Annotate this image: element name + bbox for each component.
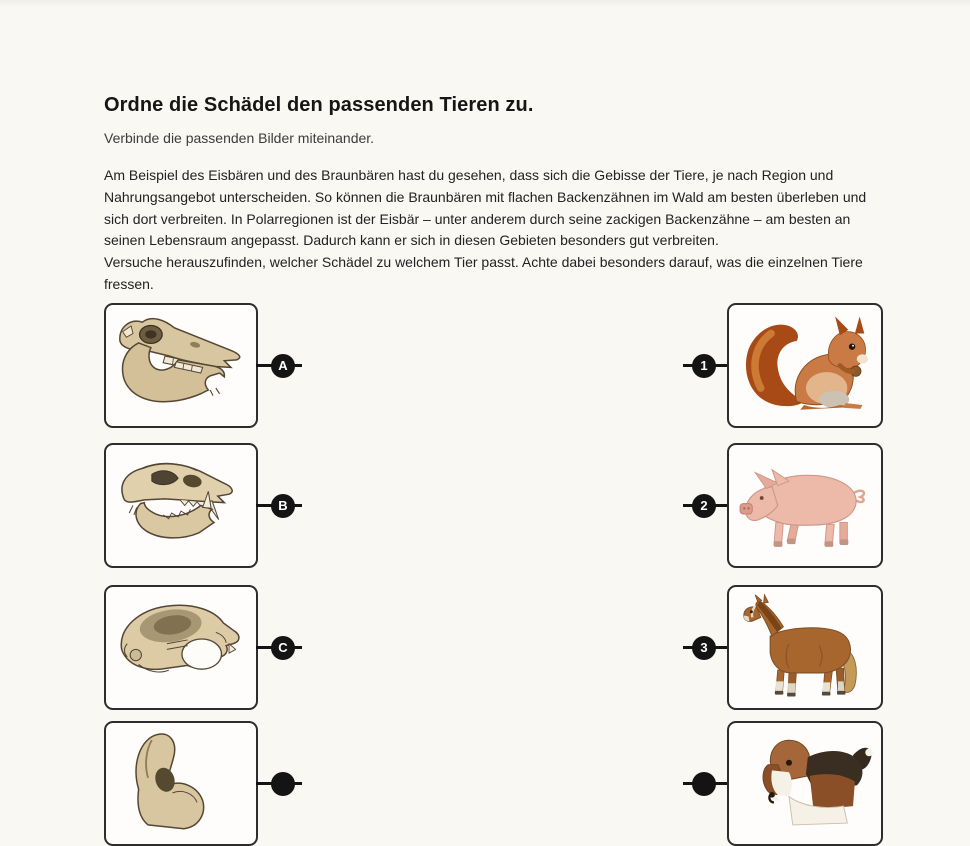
connector-skull-c[interactable]: [256, 585, 302, 710]
page-top-shade: [0, 0, 970, 7]
pig-image: [733, 449, 877, 562]
intro-paragraph: Am Beispiel des Eisbären und des Braunbären hast du gesehen, dass sich die Gebisse der Tiere, je nach Region und Nahrungsangebot unterscheiden. So können die Braunbären mit flachen Backenzähnen im Wald am besten überleben und sich dort verbreiten. In Polarregionen ist der Eisbär – unter anderem durch seine zackigen Backenzähne – am besten an seinen Lebensraum angepasst. Dadurch kann er sich in diesen Gebieten besonders gut verbreiten.: [104, 167, 867, 249]
connector-label-a[interactable]: A: [271, 354, 295, 378]
connector-skull-a[interactable]: [256, 303, 302, 428]
task-paragraph: Versuche herauszufinden, welcher Schädel zu welchem Tier passt. Achte dabei besonders darauf, was die einzelnen Tiere fressen.: [104, 254, 863, 292]
horse-skull-image: [110, 309, 252, 422]
connector-label-c[interactable]: C: [271, 636, 295, 660]
connector-label-b[interactable]: B: [271, 494, 295, 518]
connector-label-4[interactable]: [692, 772, 716, 796]
connector-label-2[interactable]: 2: [692, 494, 716, 518]
match-row-3: [0, 585, 970, 710]
connector-label-d[interactable]: [271, 772, 295, 796]
animal-card-1[interactable]: [727, 303, 883, 428]
connector-animal-2[interactable]: [683, 443, 729, 568]
connector-skull-b[interactable]: [256, 443, 302, 568]
squirrel-image: [733, 309, 877, 422]
dog-image: [733, 727, 877, 840]
carnivore-skull-image: [110, 449, 252, 562]
connector-animal-4[interactable]: [683, 721, 729, 846]
skull-partial-image: [110, 727, 252, 840]
horse-image: [733, 591, 877, 704]
skull-card-d[interactable]: [104, 721, 258, 846]
page-title: Ordne die Schädel den passenden Tieren zu.: [104, 94, 534, 116]
connector-label-3[interactable]: 3: [692, 636, 716, 660]
connector-animal-1[interactable]: [683, 303, 729, 428]
connector-label-1[interactable]: 1: [692, 354, 716, 378]
skull-card-c[interactable]: [104, 585, 258, 710]
page-subtitle: Verbinde die passenden Bilder miteinander.: [104, 130, 375, 146]
animal-card-2[interactable]: [727, 443, 883, 568]
match-row-2: [0, 443, 970, 568]
intro-text: [104, 165, 868, 296]
rodent-skull-image: [110, 591, 252, 704]
match-row-1: [0, 303, 970, 428]
skull-card-a[interactable]: [104, 303, 258, 428]
match-row-4: [0, 721, 970, 846]
skull-card-b[interactable]: [104, 443, 258, 568]
connector-skull-d[interactable]: [256, 721, 302, 846]
animal-card-4[interactable]: [727, 721, 883, 846]
connector-animal-3[interactable]: [683, 585, 729, 710]
animal-card-3[interactable]: [727, 585, 883, 710]
